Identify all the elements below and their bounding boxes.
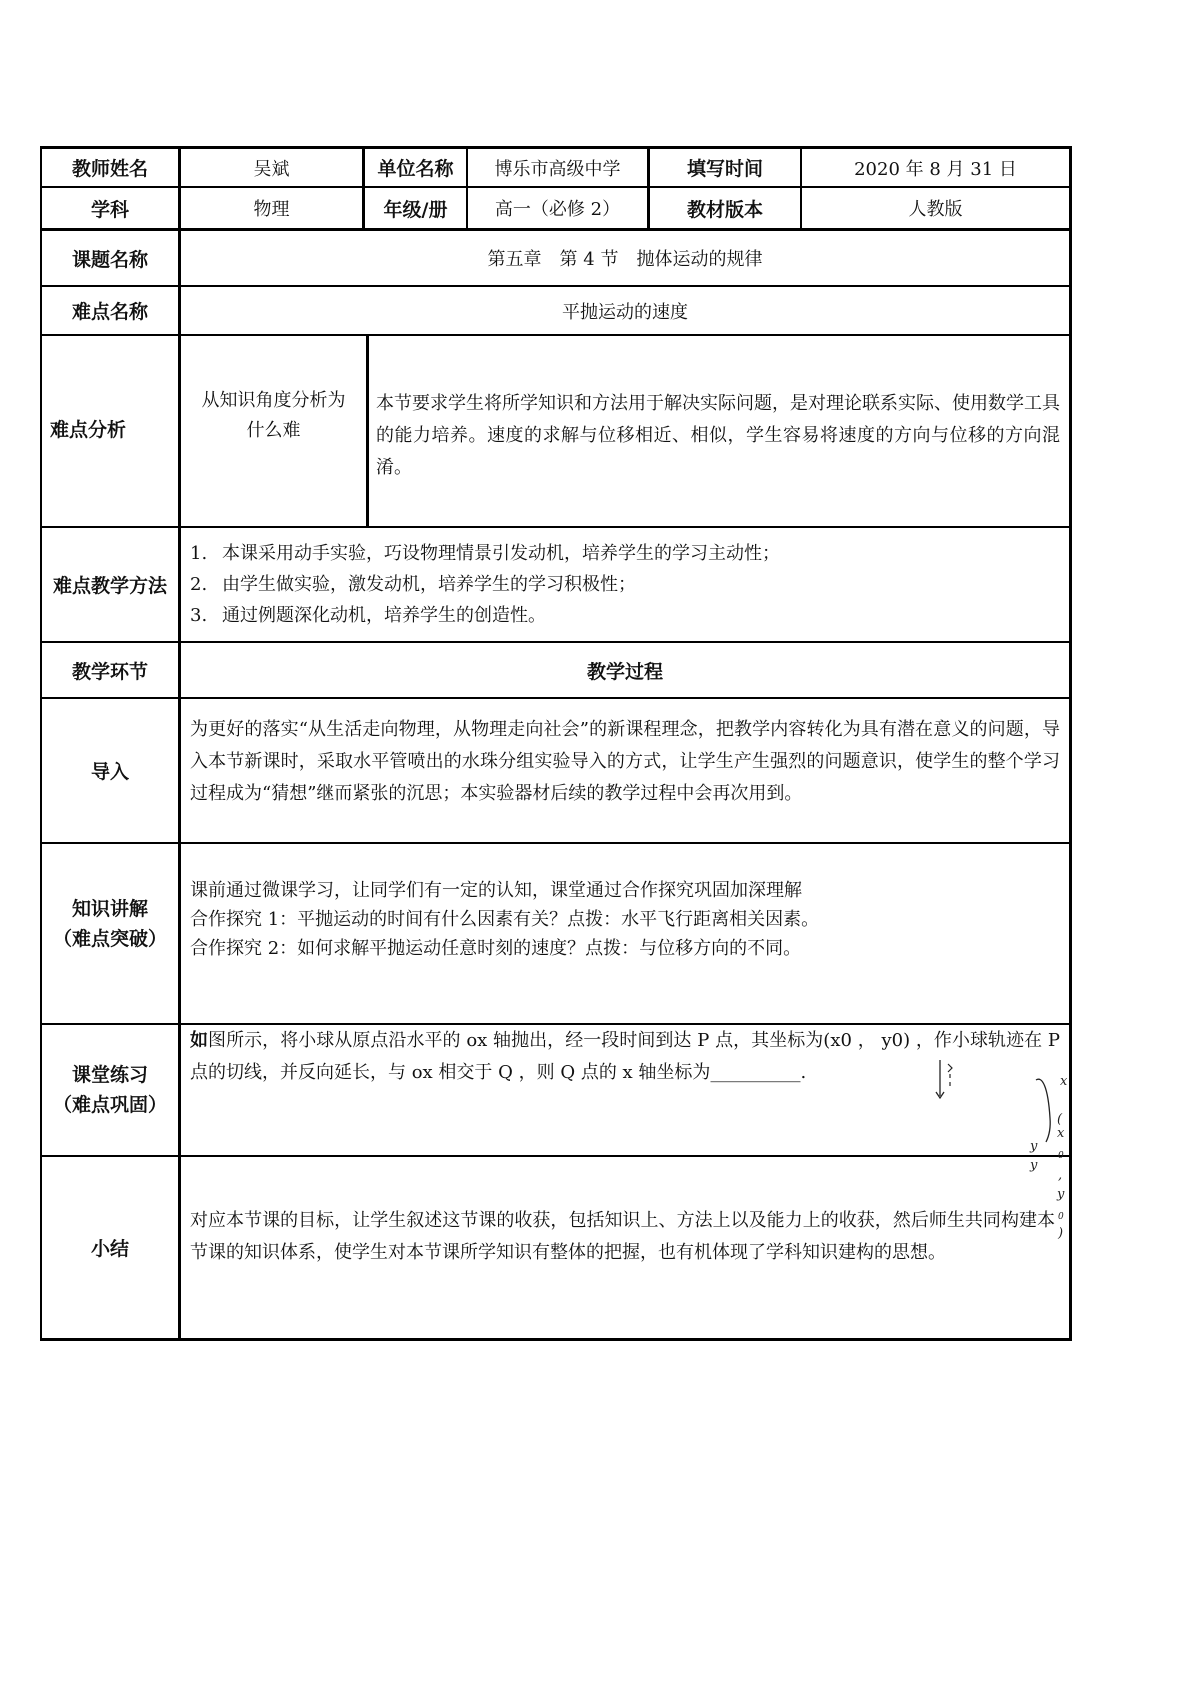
intro-text: 为更好的落实“从生活走向物理，从物理走向社会”的新课程理念，把教学内容转化为具有潜在意义的问题，导入本节新课时，采取水平管喷出的水珠分组实验导入的方式，让学生产生强烈的问题意识，使学生的整个学习过程成为“猜想”继而紧张的沉思；本实验器材后续的教学过程中会再次用到。 [190,719,1060,804]
knowledge-line: 课前通过微课学习，让同学们有一定的认知，课堂通过合作探究巩固加深理解 [190,880,802,901]
knowledge-label-line: （难点突破） [52,927,167,950]
unit-value: 博乐市高级中学 [494,158,621,180]
answer-blank[interactable]: __________ [710,1062,801,1083]
stray-glyph: 0 [1058,1151,1064,1161]
practice-question: 图所示，将小球从原点沿水平的 ox 轴抛出，经一段时间到达 P 点，其坐标为(x0 ， y0) ，作小球轨迹在 P 点的切线，并反向延长，与 ox 相交于 Q ，则 Q 点的 x 轴坐标为 [190,1030,1061,1083]
stray-glyph: , [1058,1168,1063,1183]
stray-glyph: y [1030,1158,1038,1173]
analysis-sublabel [181,336,366,526]
summary-text: 对应本节课的目标，让学生叙述这节课的收获，包括知识上、方法上以及能力上的收获，然后师生共同构建本节课的知识体系，使学生对本节课所学知识有整体的把握，也有机体现了学科知识建构的思想。 [190,1210,1055,1263]
date-label: 填写时间 [686,158,763,180]
table-border [1069,146,1072,1341]
practice-label-line: （难点巩固） [52,1094,167,1116]
analysis-text: 本节要求学生将所学知识和方法用于解决实际问题，是对理论联系实际、使用数学工具的能力培养。速度的求解与位移相近、相似，学生容易将速度的方向与位移的方向混淆。 [376,393,1060,478]
grade-value: 高一（必修 2） [494,199,621,220]
stray-glyph: x [1060,1074,1068,1089]
topic-value: 第五章 第 4 节 抛体运动的规律 [487,249,763,270]
methods-list [190,538,780,631]
list-item: 2. 由学生做实验，激发动机，培养学生的学习积极性； [190,574,636,595]
stray-glyph: 0 [1058,1212,1064,1222]
knowledge-text [190,876,1060,972]
teacher-label: 教师姓名 [71,158,148,180]
knowledge-label [42,844,178,1023]
edition-value: 人教版 [908,199,963,220]
summary-label: 小结 [90,1238,129,1260]
subject-label: 学科 [90,198,129,221]
process-section-label: 教学环节 [71,660,148,683]
analysis-label: 难点分析 [50,418,127,441]
stray-glyph: y [1057,1187,1065,1202]
practice-end: . [800,1062,807,1083]
intro-label: 导入 [90,761,129,783]
difficulty-value: 平抛运动的速度 [562,301,688,323]
process-header: 教学过程 [586,660,663,683]
table-border [40,697,1072,699]
unit-label: 单位名称 [377,158,454,180]
difficulty-label: 难点名称 [71,301,148,323]
subject-value: 物理 [253,199,290,220]
practice-lead: 如 [190,1030,209,1051]
analysis-sublabel-line: 什么难 [246,420,301,441]
grade-label: 年级/册 [383,198,448,221]
knowledge-line: 合作探究 2：如何求解平抛运动任意时刻的速度？点拨：与位移方向的不同。 [190,938,802,959]
practice-label-line: 课堂练习 [71,1064,148,1086]
stray-glyph: y [1030,1139,1038,1154]
analysis-sublabel-line: 从知识角度分析为 [201,390,346,411]
methods-list-cell [190,528,1060,641]
practice-label [42,1025,178,1155]
list-item: 1. 本课采用动手实验，巧设物理情景引发动机，培养学生的学习主动性； [190,543,780,564]
table-border [40,842,1072,844]
teacher-value: 吴斌 [253,158,290,180]
list-item: 3. 通过例题深化动机，培养学生的创造性。 [190,605,546,626]
date-value: 2020 年 8 月 31 日 [854,158,1017,180]
stray-glyph: ) [1058,1226,1064,1241]
table-border [40,1338,1072,1341]
methods-label: 难点教学方法 [52,575,167,597]
topic-label: 课题名称 [71,248,148,271]
knowledge-label-line: 知识讲解 [71,897,148,920]
knowledge-line: 合作探究 1：平抛运动的时间有什么因素有关？点拨：水平飞行距离相关因素。 [190,909,820,930]
edition-label: 教材版本 [686,198,763,221]
table-border [366,335,369,527]
trajectory-figure-fragment [930,1058,1070,1148]
stray-glyph: x [1057,1126,1065,1141]
table-border [40,1155,1072,1157]
stray-glyph: ( [1057,1112,1063,1127]
